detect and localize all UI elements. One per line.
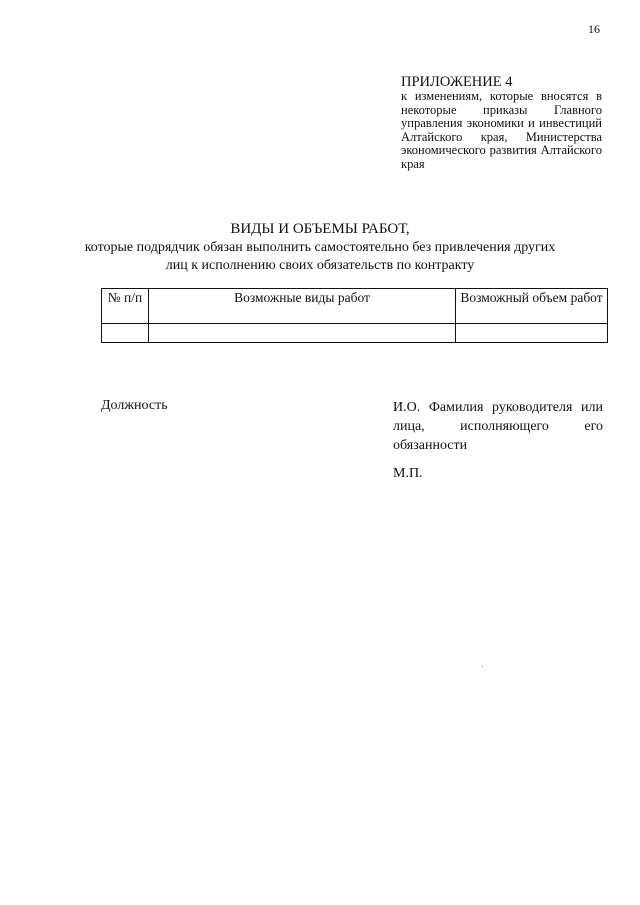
table-row [102, 324, 608, 343]
appendix-title: ПРИЛОЖЕНИЕ 4 [401, 74, 513, 90]
cell-number [102, 324, 149, 343]
works-table [101, 288, 608, 343]
signer-label: И.О. Фамилия руководителя или лица, исполняющего его обязанности [393, 400, 603, 453]
header-work-types: Возможные виды работ [149, 289, 456, 324]
header-work-volume: Возможный объем работ [456, 289, 608, 324]
document-subtitle-line-2: лиц к исполнению своих обязательств по контракту [165, 258, 475, 273]
scan-speck [482, 666, 483, 667]
cell-work-types [149, 324, 456, 343]
position-label: Должность [101, 398, 168, 413]
stamp-label: М.П. [393, 466, 423, 481]
appendix-block [401, 74, 602, 171]
header-number: № п/п [102, 289, 149, 324]
table-header-row [102, 289, 608, 324]
document-title: ВИДЫ И ОБЪЕМЫ РАБОТ, [230, 221, 410, 237]
page-number: 16 [588, 22, 600, 36]
cell-work-volume [456, 324, 608, 343]
document-heading [60, 220, 580, 274]
appendix-text: к изменениям, которые вносятся в некоторые приказы Главного управления экономики и инвестиций Алтайского края, Министерства экономического развития Алтайского края [401, 89, 602, 171]
document-subtitle-line-1: которые подрядчик обязан выполнить самостоятельно без привлечения других [84, 240, 556, 255]
